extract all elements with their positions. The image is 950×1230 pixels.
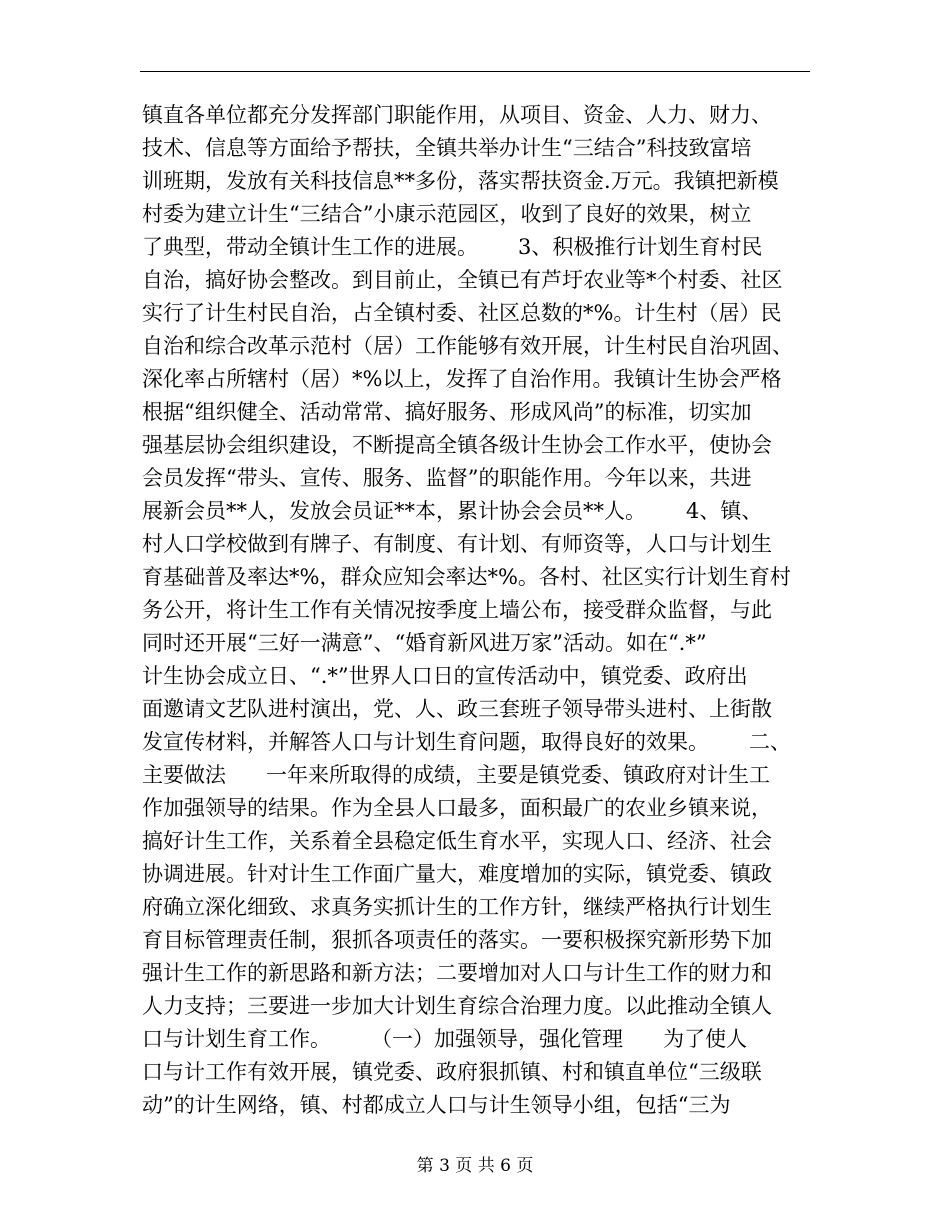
text-line: 自治和综合改革示范村（居）工作能够有效开展，计生村民自治巩固、	[142, 334, 793, 358]
page-number: 第 3 页 共 6 页	[416, 1156, 534, 1176]
text-line: 自治，搞好协会整改。到目前止，全镇已有芦圩农业等*个村委、社区	[142, 268, 783, 292]
text-line: 深化率占所辖村（居）*%以上，发挥了自治作用。我镇计生协会严格	[142, 367, 782, 391]
text-line: 技术、信息等方面给予帮扶，全镇共举办计生“三结合”科技致富培	[142, 136, 752, 160]
text-line: 根据“组织健全、活动常常、搞好服务、形成风尚”的标准，切实加	[142, 400, 752, 424]
text-line: 发宣传材料，并解答人口与计划生育问题，取得良好的效果。 二、	[142, 730, 792, 754]
text-line: 口与计划生育工作。 （一）加强领导，强化管理 为了使人	[142, 1027, 748, 1051]
text-line: 协调进展。针对计生工作面广量大，难度增加的实际，镇党委、镇政	[142, 862, 772, 886]
text-line: 强基层协会组织建设，不断提高全镇各级计生协会工作水平，使协会	[142, 433, 772, 457]
text-line: 计生协会成立日、“.*”世界人口日的宣传活动中，镇党委、政府出	[142, 664, 748, 688]
text-line: 动”的计生网络，镇、村都成立人口与计生领导小组，包括“三为	[142, 1093, 731, 1117]
text-line: 育目标管理责任制，狠抓各项责任的落实。一要积极探究新形势下加	[142, 928, 772, 952]
text-line: 府确立深化细致、求真务实抓计生的工作方针，继续严格执行计划生	[142, 895, 772, 919]
text-line: 口与计工作有效开展，镇党委、政府狠抓镇、村和镇直单位“三级联	[142, 1060, 762, 1084]
text-line: 同时还开展“三好一满意”、“婚育新风进万家”活动。如在“.*”	[142, 631, 707, 655]
text-line: 强计生工作的新思路和新方法；二要增加对人口与计生工作的财力和	[142, 961, 772, 985]
document-body	[142, 99, 808, 1122]
text-line: 人力支持；三要进一步加大计划生育综合治理力度。以此推动全镇人	[142, 994, 772, 1018]
text-line: 作加强领导的结果。作为全县人口最多，面积最广的农业乡镇来说，	[142, 796, 772, 820]
text-line: 了典型，带动全镇计生工作的进展。 3、积极推行计划生育村民	[142, 235, 763, 259]
header-rule	[140, 71, 810, 72]
text-line: 务公开，将计生工作有关情况按季度上墙公布，接受群众监督，与此	[142, 598, 772, 622]
text-line: 展新会员**人，发放会员证**本，累计协会会员**人。 4、镇、	[142, 499, 763, 523]
text-line: 搞好计生工作，关系着全县稳定低生育水平，实现人口、经济、社会	[142, 829, 772, 853]
text-line: 训班期，发放有关科技信息**多份，落实帮扶资金.万元。我镇把新模	[142, 169, 779, 193]
text-line: 面邀请文艺队进村演出，党、人、政三套班子领导带头进村、上街散	[142, 697, 772, 721]
text-line: 村人口学校做到有牌子、有制度、有计划、有师资等，人口与计划生	[142, 532, 772, 556]
text-line: 镇直各单位都充分发挥部门职能作用，从项目、资金、人力、财力、	[142, 103, 772, 127]
text-line: 实行了计生村民自治，占全镇村委、社区总数的*%。计生村（居）民	[142, 301, 782, 325]
text-line: 会员发挥“带头、宣传、服务、监督”的职能作用。今年以来，共进	[142, 466, 752, 490]
text-line: 村委为建立计生“三结合”小康示范园区，收到了良好的效果，树立	[142, 202, 752, 226]
text-line: 育基础普及率达*%，群众应知会率达*%。各村、社区实行计划生育村	[142, 565, 791, 589]
text-line: 主要做法 一年来所取得的成绩，主要是镇党委、镇政府对计生工	[142, 763, 771, 787]
